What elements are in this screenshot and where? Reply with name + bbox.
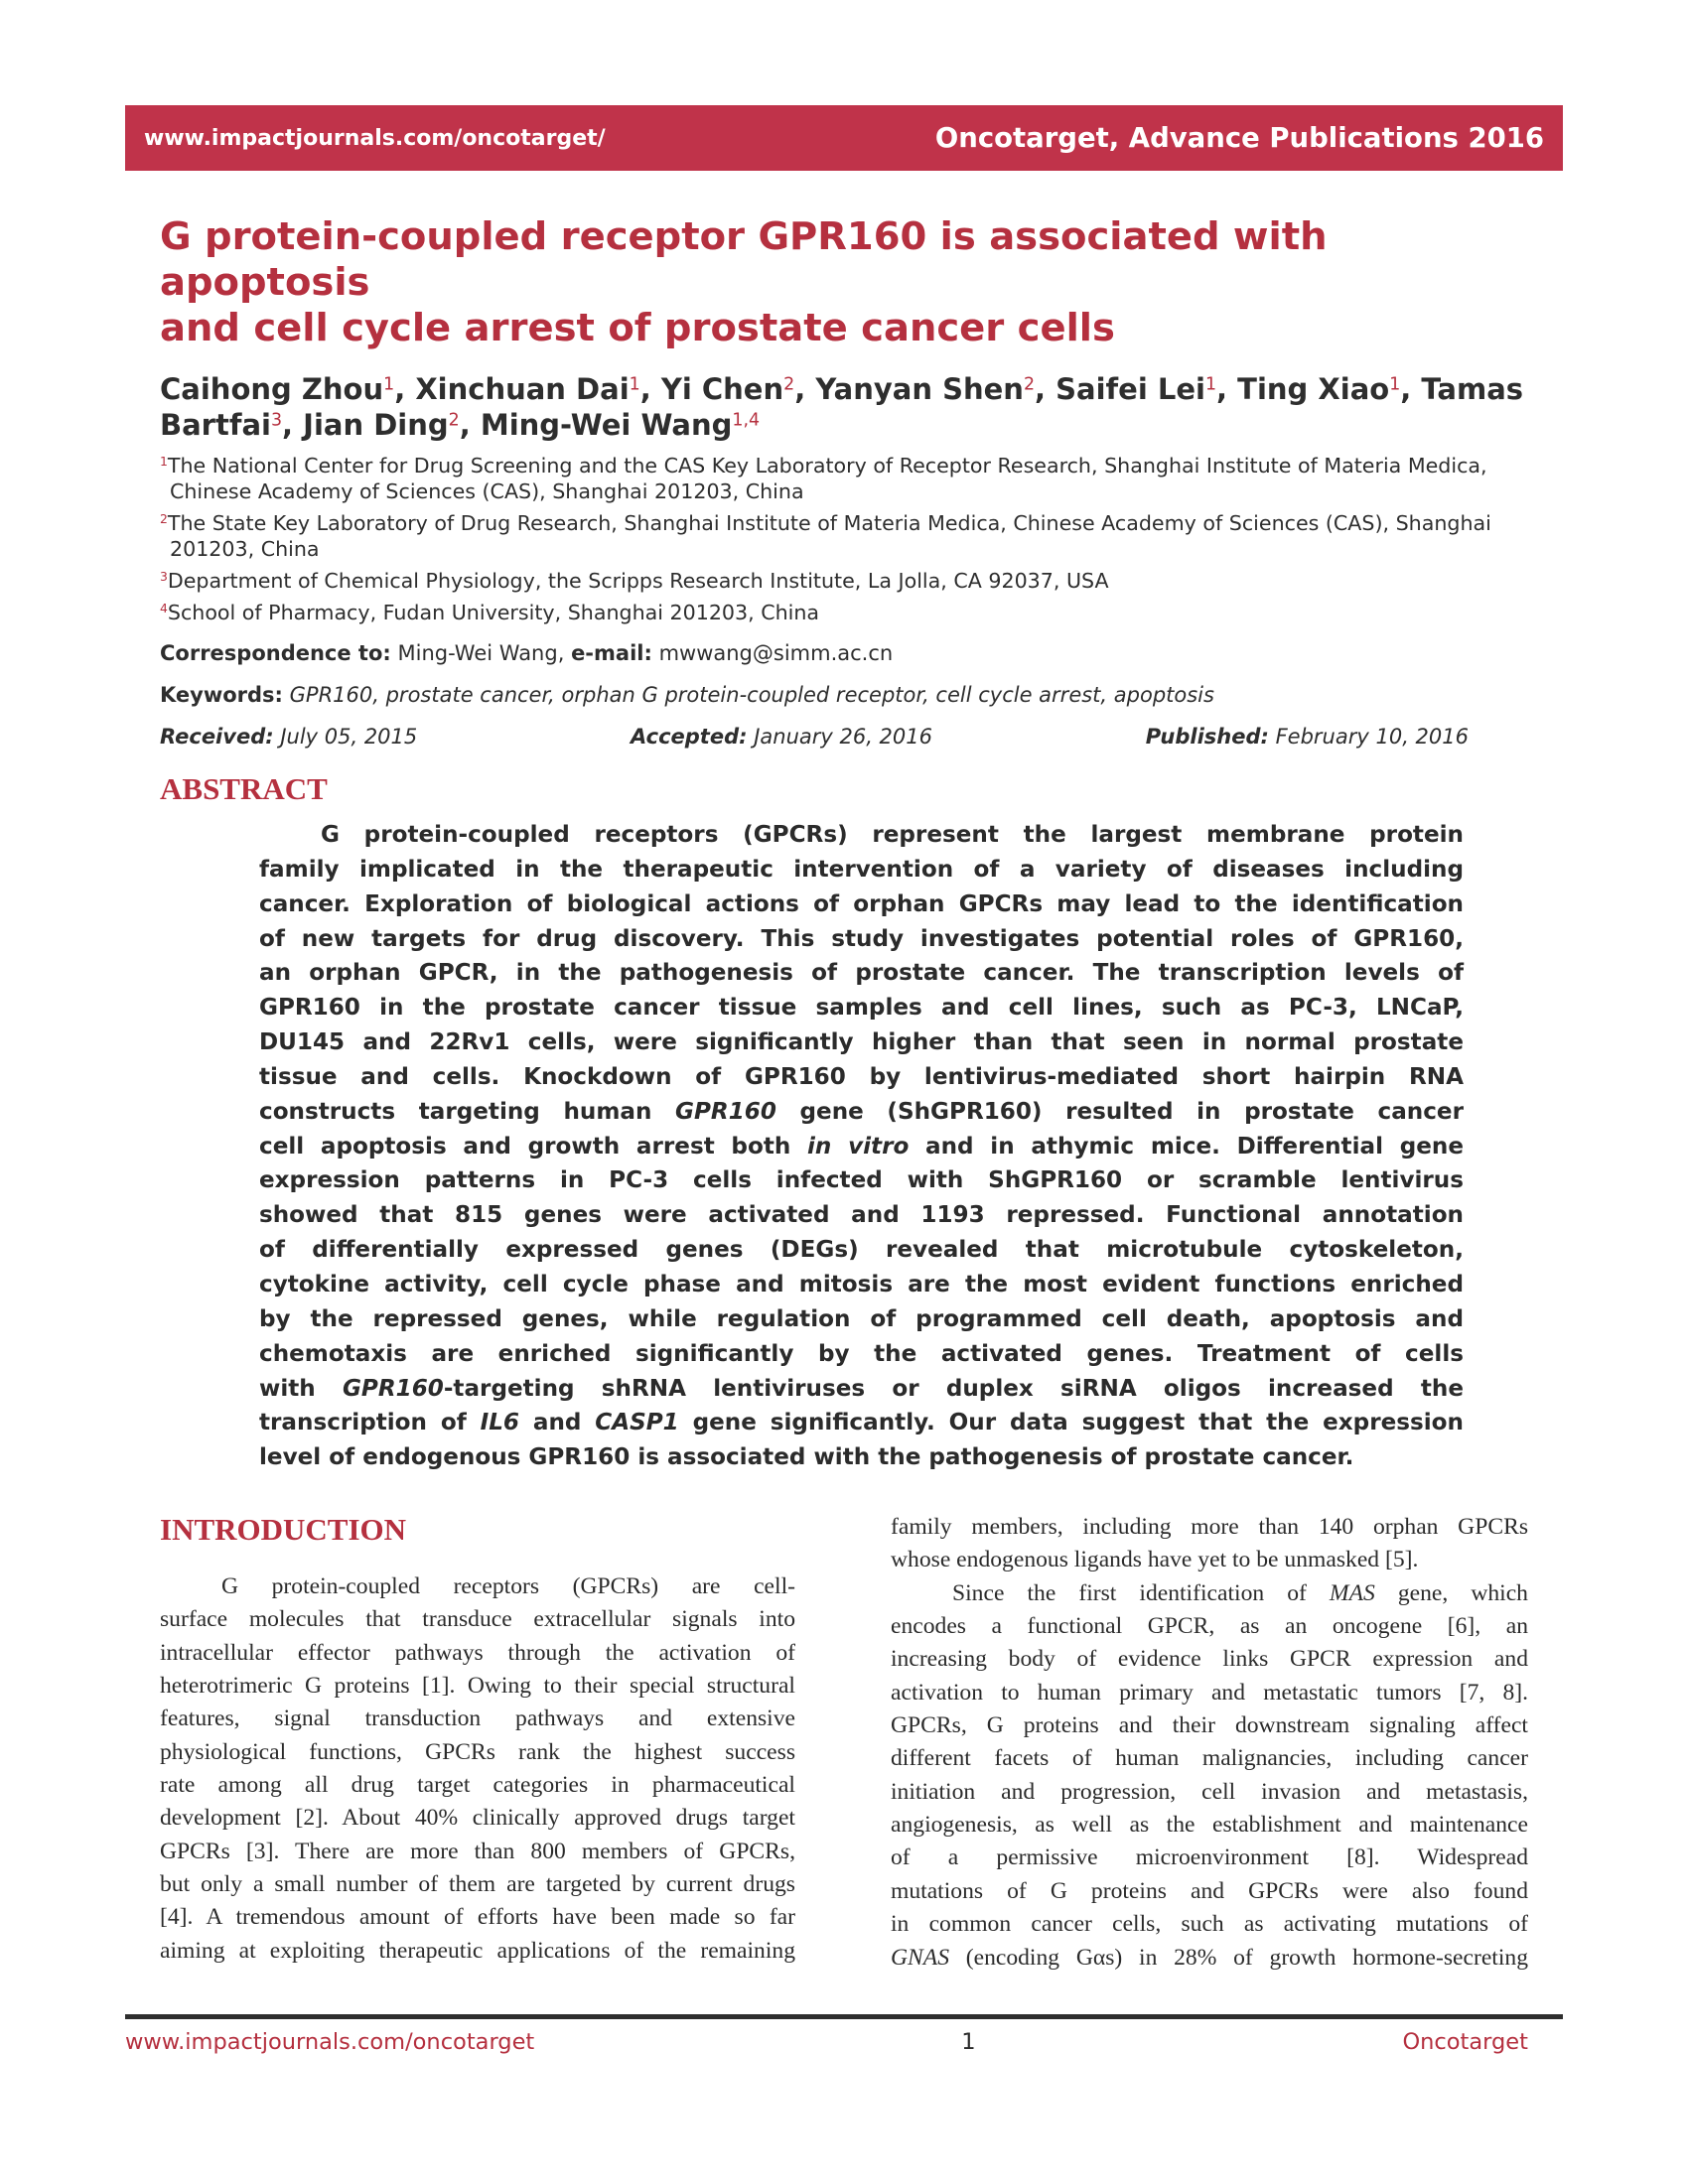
affiliation-number: 2 xyxy=(160,512,168,527)
body-text-line: different facets of human malignancies, including cancer xyxy=(891,1745,1528,1772)
body-text-line: in common cancer cells, such as activating mutations of xyxy=(891,1911,1528,1938)
abstract-line: of new targets for drug discovery. This study investigates potential roles of GPR160, xyxy=(259,925,1464,952)
author-name: Xinchuan Dai xyxy=(415,372,630,406)
affiliation-item xyxy=(160,568,1528,594)
published-date xyxy=(1146,723,1469,751)
page-footer xyxy=(125,2014,1563,2055)
correspondence-label: Correspondence to: xyxy=(160,641,391,665)
author-affiliation-marker: 1,4 xyxy=(732,410,761,431)
introduction-left-column xyxy=(160,1511,795,1975)
body-text-line: of a permissive microenvironment [8]. Widespread xyxy=(891,1844,1528,1871)
received-value: July 05, 2015 xyxy=(280,725,418,749)
abstract-italic-term: in vitro xyxy=(807,1133,910,1160)
author-affiliation-marker: 1 xyxy=(629,374,640,395)
keywords-value: GPR160, prostate cancer, orphan G protein-coupled receptor, cell cycle arrest, apoptosis xyxy=(289,683,1214,707)
introduction-left-text xyxy=(160,1570,795,1968)
affiliation-text-line-2: Medica, Chinese Academy of Sciences (CAS), Shanghai 201203, China xyxy=(170,454,1487,503)
affiliation-text-line-1: Department of Chemical Physiology, the Scripps Research Institute, La Jolla, CA 92037, USA xyxy=(167,569,1109,593)
accepted-date xyxy=(631,723,932,751)
body-text-line: physiological functions, GPCRs rank the highest success xyxy=(160,1738,795,1765)
article-title-line-1: G protein-coupled receptor GPR160 is associated with apoptosis xyxy=(160,214,1328,305)
body-text-line: aiming at exploiting therapeutic applications of the remaining xyxy=(160,1937,795,1964)
affiliation-number: 1 xyxy=(160,455,168,470)
body-italic-term: MAS xyxy=(1329,1579,1375,1606)
header-journal-url-link[interactable]: www.impactjournals.com/oncotarget/ xyxy=(144,125,606,151)
published-value: February 10, 2016 xyxy=(1275,725,1469,749)
abstract-line: an orphan GPCR, in the pathogenesis of prostate cancer. The transcription levels of xyxy=(259,960,1464,987)
body-text-line: development [2]. About 40% clinically approved drugs target xyxy=(160,1805,795,1832)
correspondence-email-link[interactable]: mwwang@simm.ac.cn xyxy=(658,641,894,665)
body-text-line: GPCRs, G proteins and their downstream signaling affect xyxy=(891,1712,1528,1739)
abstract-line: transcription of IL6 and CASP1 gene significantly. Our data suggest that the expression xyxy=(259,1410,1464,1436)
author-name: Tamas Bartfai xyxy=(160,372,1524,442)
affiliation-text-line-1: The National Center for Drug Screening and the CAS Key Laboratory of Receptor Research, Shanghai Institute of Materia xyxy=(167,454,1402,478)
body-text-line: initiation and progression, cell invasion and metastasis, xyxy=(891,1778,1528,1805)
abstract-line: chemotaxis are enriched significantly by the activated genes. Treatment of cells xyxy=(259,1340,1464,1367)
dates-line xyxy=(160,723,1528,751)
email-label: e-mail: xyxy=(571,641,652,665)
author-name: Saifei Lei xyxy=(1055,372,1205,406)
body-text-line: activation to human primary and metastatic tumors [7, 8]. xyxy=(891,1679,1528,1706)
abstract-line: with GPR160-targeting shRNA lentiviruses or duplex siRNA oligos increased the xyxy=(259,1375,1464,1402)
affiliation-number: 3 xyxy=(160,570,168,585)
body-text-line: family members, including more than 140 orphan GPCRs xyxy=(891,1514,1528,1541)
page-number: 1 xyxy=(961,2028,976,2055)
article-page xyxy=(125,0,1563,2095)
body-text-line: G protein-coupled receptors (GPCRs) are cell- xyxy=(221,1573,795,1600)
author-affiliation-marker: 1 xyxy=(1204,374,1217,395)
accepted-label: Accepted: xyxy=(631,725,748,749)
footer-journal-name: Oncotarget xyxy=(1402,2028,1528,2055)
abstract-italic-term: GPR160 xyxy=(342,1375,444,1402)
body-text-line: mutations of G proteins and GPCRs were also found xyxy=(891,1877,1528,1904)
abstract-line: GPR160 in the prostate cancer tissue samples and cell lines, such as PC-3, LNCaP, xyxy=(259,995,1464,1022)
affiliation-list xyxy=(160,453,1528,625)
body-text-line: intracellular effector pathways through the activation of xyxy=(160,1639,795,1666)
abstract-italic-term: IL6 xyxy=(480,1410,520,1436)
body-text-line: rate among all drug target categories in pharmaceutical xyxy=(160,1772,795,1799)
author-affiliation-marker: 1 xyxy=(383,374,395,395)
body-text-line: whose endogenous ligands have yet to be unmasked [5]. xyxy=(891,1547,1419,1573)
author-name: Caihong Zhou xyxy=(160,372,384,406)
article-front-matter xyxy=(125,214,1563,1975)
abstract-line: G protein-coupled receptors (GPCRs) represent the largest membrane protein xyxy=(321,822,1464,848)
body-italic-term: GNAS xyxy=(891,1944,949,1971)
introduction-heading: INTRODUCTION xyxy=(160,1512,407,1548)
abstract-line: family implicated in the therapeutic intervention of a variety of diseases including xyxy=(259,856,1464,883)
article-title xyxy=(160,214,1528,351)
abstract-italic-term: CASP1 xyxy=(595,1410,679,1436)
body-text-line: increasing body of evidence links GPCR expression and xyxy=(891,1646,1528,1673)
keywords-line xyxy=(160,681,1528,709)
affiliation-text-line-2: Shanghai 201203, China xyxy=(170,511,1491,561)
article-title-line-2: and cell cycle arrest of prostate cancer cells xyxy=(160,306,1115,350)
header-journal-issue: Oncotarget, Advance Publications 2016 xyxy=(934,122,1544,154)
author-affiliation-marker: 1 xyxy=(1389,374,1401,395)
introduction-section xyxy=(160,1511,1528,1975)
abstract-line: DU145 and 22Rv1 cells, were significantly higher than that seen in normal prostate xyxy=(259,1029,1464,1056)
author-affiliation-marker: 2 xyxy=(1023,374,1036,395)
abstract-line: constructs targeting human GPR160 gene (ShGPR160) resulted in prostate cancer xyxy=(259,1098,1464,1125)
abstract-line: by the repressed genes, while regulation of programmed cell death, apoptosis and xyxy=(259,1305,1464,1332)
abstract-line: level of endogenous GPR160 is associated with the pathogenesis of prostate cancer. xyxy=(259,1444,1354,1471)
abstract-line: cancer. Exploration of biological actions of orphan GPCRs may lead to the identification xyxy=(259,890,1464,917)
keywords-label: Keywords: xyxy=(160,683,283,707)
abstract-body xyxy=(259,818,1464,1475)
author-affiliation-marker: 3 xyxy=(270,410,283,431)
author-affiliation-marker: 2 xyxy=(783,374,795,395)
author-name: Jian Ding xyxy=(303,408,449,442)
received-date xyxy=(160,723,417,751)
body-text-line: heterotrimeric G proteins [1]. Owing to their special structural xyxy=(160,1673,795,1700)
body-text-line: angiogenesis, as well as the establishment and maintenance xyxy=(891,1812,1528,1839)
affiliation-item xyxy=(160,510,1528,562)
correspondence-line xyxy=(160,639,1528,667)
author-name: Yi Chen xyxy=(660,372,784,406)
journal-header-band xyxy=(125,105,1563,171)
body-text-line: GPCRs [3]. There are more than 800 members of GPCRs, xyxy=(160,1838,795,1864)
body-text-line: features, signal transduction pathways and extensive xyxy=(160,1706,795,1732)
abstract-line: cytokine activity, cell cycle phase and mitosis are the most evident functions enriched xyxy=(259,1271,1464,1297)
affiliation-text-line-1: School of Pharmacy, Fudan University, Shanghai 201203, China xyxy=(167,601,820,624)
affiliation-item xyxy=(160,600,1528,625)
body-text-line: GNAS (encoding Gαs) in 28% of growth hormone-secreting xyxy=(891,1944,1528,1971)
published-label: Published: xyxy=(1145,725,1269,749)
body-text-line: surface molecules that transduce extracellular signals into xyxy=(160,1606,795,1633)
author-name: Ting Xiao xyxy=(1237,372,1390,406)
author-list: Caihong Zhou$^1$, Xinchuan Dai$^1$, Yi Chen$^2$, Yanyan Shen$^2$, Saifei Lei$^1$, Ting Xiao$^1$, Tamas Bartfai$^3$, Jian Ding$^2$, Ming-Wei Wang$^{1,4}$ xyxy=(160,372,1524,442)
accepted-value: January 26, 2016 xyxy=(754,725,933,749)
body-text-line: Since the first identification of MAS gene, which xyxy=(952,1579,1528,1606)
abstract-heading: ABSTRACT xyxy=(160,771,328,806)
affiliation-item xyxy=(160,453,1528,504)
author-name: Ming-Wei Wang xyxy=(480,408,733,442)
author-name: Yanyan Shen xyxy=(815,372,1024,406)
affiliation-text-line-1: The State Key Laboratory of Drug Research, Shanghai Institute of Materia Medica, Chinese Academy of Sciences (CAS), xyxy=(167,511,1390,535)
correspondence-name: Ming-Wei Wang, xyxy=(397,641,565,665)
abstract-italic-term: GPR160 xyxy=(675,1098,776,1125)
abstract-line: showed that 815 genes were activated and 1193 repressed. Functional annotation xyxy=(259,1202,1464,1229)
body-text-line: [4]. A tremendous amount of efforts have been made so far xyxy=(160,1904,795,1931)
abstract-line: tissue and cells. Knockdown of GPR160 by lentivirus-mediated short hairpin RNA xyxy=(259,1063,1464,1090)
author-affiliation-marker: 2 xyxy=(448,410,460,431)
affiliation-number: 4 xyxy=(160,602,168,616)
abstract-line: cell apoptosis and growth arrest both in vitro and in athymic mice. Differential gene xyxy=(259,1133,1465,1160)
introduction-right-column xyxy=(891,1511,1528,1975)
abstract-line: of differentially expressed genes (DEGs) revealed that microtubule cytoskeleton, xyxy=(259,1237,1464,1264)
received-label: Received: xyxy=(160,725,274,749)
abstract-line: expression patterns in PC-3 cells infected with ShGPR160 or scramble lentivirus xyxy=(259,1167,1464,1194)
footer-journal-url-link[interactable]: www.impactjournals.com/oncotarget xyxy=(125,2028,535,2055)
body-text-line: encodes a functional GPCR, as an oncogene [6], an xyxy=(891,1613,1528,1640)
body-text-line: but only a small number of them are targeted by current drugs xyxy=(160,1871,795,1898)
